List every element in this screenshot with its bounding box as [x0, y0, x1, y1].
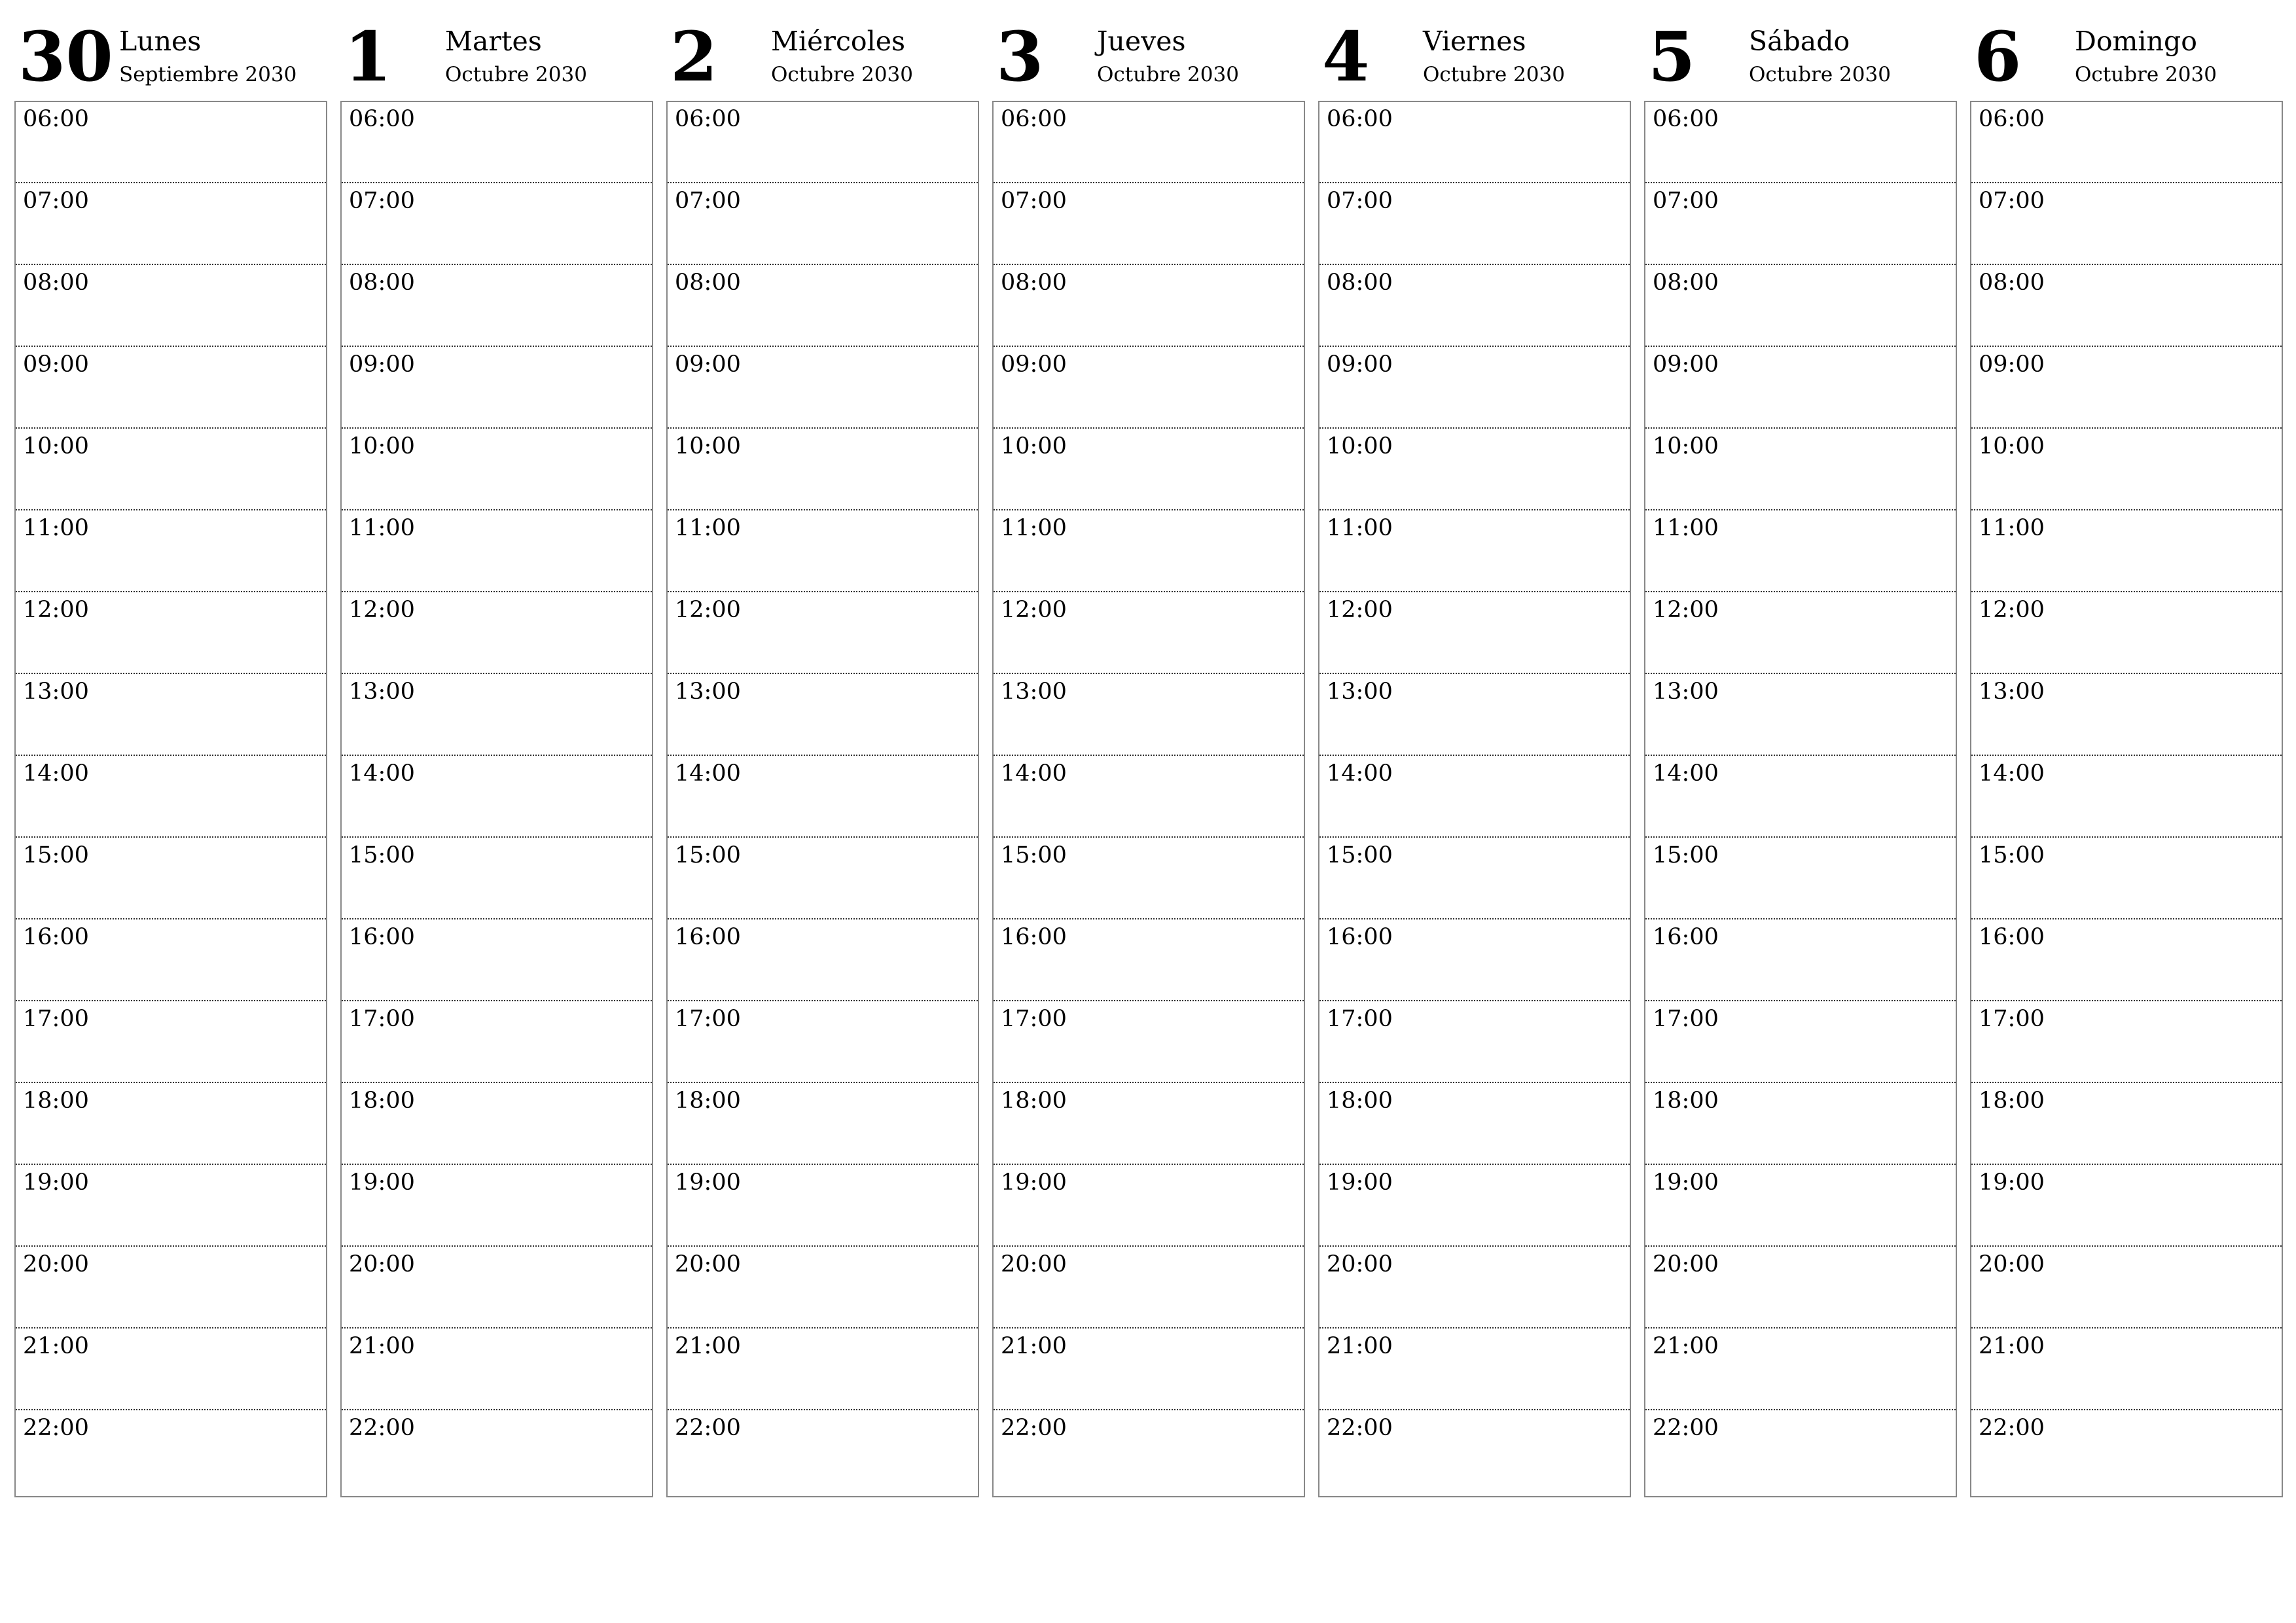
- time-slot[interactable]: [1971, 1247, 2282, 1329]
- time-slot[interactable]: [1319, 675, 1630, 756]
- time-label: 19:00: [1001, 1169, 1067, 1196]
- time-slot[interactable]: [994, 1084, 1304, 1165]
- time-slot[interactable]: [342, 1002, 652, 1083]
- time-label: 22:00: [1979, 1415, 2045, 1441]
- time-slot[interactable]: [16, 1002, 326, 1083]
- time-slot[interactable]: [1971, 920, 2282, 1001]
- time-label: 22:00: [675, 1415, 741, 1441]
- time-slot[interactable]: [994, 1002, 1304, 1083]
- time-label: 18:00: [1979, 1088, 2045, 1114]
- day-number: 30: [18, 16, 113, 97]
- time-slot[interactable]: [16, 1329, 326, 1410]
- time-label: 22:00: [1001, 1415, 1067, 1441]
- time-label: 10:00: [1653, 433, 1719, 459]
- time-label: 17:00: [1979, 1006, 2045, 1032]
- time-label: 13:00: [1979, 679, 2045, 705]
- time-slot[interactable]: [1971, 838, 2282, 919]
- day-header: [666, 0, 979, 99]
- day-number: 4: [1322, 16, 1370, 97]
- day-header: [1970, 0, 2283, 99]
- time-slot[interactable]: [16, 348, 326, 429]
- time-label: 16:00: [349, 924, 415, 950]
- time-label: 07:00: [675, 188, 741, 214]
- time-label: 13:00: [23, 679, 89, 705]
- time-slot[interactable]: [1319, 184, 1630, 265]
- time-slot[interactable]: [668, 429, 978, 510]
- time-slot[interactable]: [1319, 757, 1630, 838]
- time-slot[interactable]: [342, 511, 652, 592]
- time-label: 11:00: [675, 515, 741, 541]
- time-label: 09:00: [349, 351, 415, 378]
- time-label: 09:00: [1979, 351, 2045, 378]
- time-label: 15:00: [1001, 842, 1067, 868]
- time-label: 08:00: [1653, 270, 1719, 296]
- day-month-year: Octubre 2030: [1423, 63, 1565, 86]
- day-schedule-box: [1644, 101, 1957, 1497]
- time-label: 11:00: [1653, 515, 1719, 541]
- day-column: [1318, 0, 1631, 1499]
- time-slot[interactable]: [342, 838, 652, 919]
- time-label: 19:00: [23, 1169, 89, 1196]
- time-slot[interactable]: [1971, 184, 2282, 265]
- time-label: 18:00: [675, 1088, 741, 1114]
- time-label: 22:00: [349, 1415, 415, 1441]
- time-label: 08:00: [1327, 270, 1393, 296]
- time-label: 06:00: [1653, 106, 1719, 132]
- time-slot[interactable]: [1645, 757, 1956, 838]
- time-label: 10:00: [675, 433, 741, 459]
- time-slot[interactable]: [994, 429, 1304, 510]
- day-column: [1644, 0, 1957, 1499]
- time-label: 14:00: [1653, 760, 1719, 787]
- time-slot[interactable]: [16, 102, 326, 183]
- time-slot[interactable]: [994, 102, 1304, 183]
- time-label: 19:00: [1327, 1169, 1393, 1196]
- time-label: 08:00: [23, 270, 89, 296]
- time-label: 19:00: [675, 1169, 741, 1196]
- time-slot[interactable]: [1319, 266, 1630, 347]
- time-label: 12:00: [1653, 597, 1719, 623]
- time-label: 21:00: [1653, 1333, 1719, 1359]
- day-number: 5: [1648, 16, 1696, 97]
- time-label: 10:00: [23, 433, 89, 459]
- time-label: 10:00: [1001, 433, 1067, 459]
- time-label: 07:00: [349, 188, 415, 214]
- time-label: 10:00: [349, 433, 415, 459]
- time-label: 11:00: [1001, 515, 1067, 541]
- time-slot[interactable]: [668, 102, 978, 183]
- time-slot[interactable]: [994, 511, 1304, 592]
- time-label: 12:00: [1327, 597, 1393, 623]
- time-label: 14:00: [1001, 760, 1067, 787]
- time-slot[interactable]: [1319, 1411, 1630, 1492]
- time-slot[interactable]: [16, 838, 326, 919]
- time-label: 21:00: [1979, 1333, 2045, 1359]
- time-slot[interactable]: [994, 920, 1304, 1001]
- time-slot[interactable]: [994, 593, 1304, 674]
- time-slot[interactable]: [342, 675, 652, 756]
- time-slot[interactable]: [342, 1166, 652, 1247]
- time-slot[interactable]: [16, 1166, 326, 1247]
- time-slot[interactable]: [1645, 838, 1956, 919]
- time-label: 19:00: [1653, 1169, 1719, 1196]
- time-slot[interactable]: [1645, 675, 1956, 756]
- time-slot[interactable]: [668, 593, 978, 674]
- time-label: 09:00: [1327, 351, 1393, 378]
- time-label: 18:00: [23, 1088, 89, 1114]
- day-column: [1970, 0, 2283, 1499]
- time-slot[interactable]: [994, 757, 1304, 838]
- time-label: 12:00: [349, 597, 415, 623]
- day-number: 6: [1974, 16, 2022, 97]
- time-label: 09:00: [23, 351, 89, 378]
- time-label: 21:00: [349, 1333, 415, 1359]
- day-header: [340, 0, 653, 99]
- time-slot[interactable]: [1645, 184, 1956, 265]
- day-number: 3: [996, 16, 1044, 97]
- day-column: [992, 0, 1305, 1499]
- time-slot[interactable]: [668, 184, 978, 265]
- time-slot[interactable]: [1645, 429, 1956, 510]
- time-label: 06:00: [1001, 106, 1067, 132]
- time-label: 11:00: [1979, 515, 2045, 541]
- day-month-year: Octubre 2030: [771, 63, 913, 86]
- time-slot[interactable]: [668, 348, 978, 429]
- time-label: 15:00: [23, 842, 89, 868]
- time-label: 16:00: [1327, 924, 1393, 950]
- time-slot[interactable]: [1645, 593, 1956, 674]
- time-slot[interactable]: [1319, 1329, 1630, 1410]
- day-month-year: Septiembre 2030: [119, 63, 297, 86]
- time-slot[interactable]: [1319, 1247, 1630, 1329]
- day-schedule-box: [1318, 101, 1631, 1497]
- time-slot[interactable]: [1971, 1411, 2282, 1492]
- time-slot[interactable]: [1319, 1166, 1630, 1247]
- time-slot[interactable]: [668, 266, 978, 347]
- time-label: 16:00: [23, 924, 89, 950]
- time-label: 17:00: [675, 1006, 741, 1032]
- time-label: 21:00: [23, 1333, 89, 1359]
- time-label: 17:00: [1001, 1006, 1067, 1032]
- time-slot[interactable]: [1645, 1002, 1956, 1083]
- time-label: 14:00: [23, 760, 89, 787]
- time-label: 09:00: [1001, 351, 1067, 378]
- time-label: 13:00: [1327, 679, 1393, 705]
- time-slot[interactable]: [1971, 511, 2282, 592]
- day-header: [1644, 0, 1957, 99]
- time-label: 10:00: [1979, 433, 2045, 459]
- time-slot[interactable]: [1971, 675, 2282, 756]
- time-label: 16:00: [1653, 924, 1719, 950]
- time-slot[interactable]: [342, 593, 652, 674]
- time-label: 11:00: [1327, 515, 1393, 541]
- time-label: 10:00: [1327, 433, 1393, 459]
- time-slot[interactable]: [1971, 1002, 2282, 1083]
- time-slot[interactable]: [1645, 511, 1956, 592]
- time-slot[interactable]: [1971, 266, 2282, 347]
- time-label: 20:00: [23, 1251, 89, 1277]
- time-slot[interactable]: [16, 757, 326, 838]
- day-name: Sábado: [1749, 26, 1850, 57]
- time-slot[interactable]: [342, 1084, 652, 1165]
- time-label: 06:00: [23, 106, 89, 132]
- time-label: 19:00: [1979, 1169, 2045, 1196]
- time-slot[interactable]: [16, 511, 326, 592]
- time-slot[interactable]: [16, 1411, 326, 1492]
- time-label: 06:00: [1979, 106, 2045, 132]
- time-slot[interactable]: [16, 266, 326, 347]
- time-label: 21:00: [675, 1333, 741, 1359]
- time-slot[interactable]: [668, 1411, 978, 1492]
- time-slot[interactable]: [1319, 920, 1630, 1001]
- time-label: 11:00: [349, 515, 415, 541]
- time-slot[interactable]: [1645, 920, 1956, 1001]
- time-slot[interactable]: [342, 184, 652, 265]
- time-slot[interactable]: [1645, 1247, 1956, 1329]
- time-label: 14:00: [1979, 760, 2045, 787]
- time-label: 13:00: [675, 679, 741, 705]
- time-label: 20:00: [1001, 1251, 1067, 1277]
- time-label: 12:00: [1001, 597, 1067, 623]
- time-label: 15:00: [1327, 842, 1393, 868]
- time-slot[interactable]: [1645, 1411, 1956, 1492]
- day-name: Martes: [445, 26, 542, 57]
- time-slot[interactable]: [1971, 429, 2282, 510]
- time-slot[interactable]: [1319, 1084, 1630, 1165]
- time-label: 17:00: [1653, 1006, 1719, 1032]
- time-label: 16:00: [1979, 924, 2045, 950]
- day-name: Lunes: [119, 26, 202, 57]
- day-column: [14, 0, 327, 1499]
- time-slot[interactable]: [1319, 1002, 1630, 1083]
- time-label: 08:00: [349, 270, 415, 296]
- time-label: 22:00: [1653, 1415, 1719, 1441]
- day-schedule-box: [992, 101, 1305, 1497]
- time-slot[interactable]: [1319, 593, 1630, 674]
- time-slot[interactable]: [16, 920, 326, 1001]
- day-month-year: Octubre 2030: [1097, 63, 1239, 86]
- time-slot[interactable]: [994, 184, 1304, 265]
- time-slot[interactable]: [668, 757, 978, 838]
- day-name: Jueves: [1097, 26, 1186, 57]
- time-label: 13:00: [1001, 679, 1067, 705]
- day-header: [1318, 0, 1631, 99]
- time-label: 21:00: [1327, 1333, 1393, 1359]
- time-label: 17:00: [1327, 1006, 1393, 1032]
- day-number: 2: [670, 16, 718, 97]
- day-schedule-box: [1970, 101, 2283, 1497]
- time-label: 17:00: [349, 1006, 415, 1032]
- time-slot[interactable]: [668, 511, 978, 592]
- time-label: 17:00: [23, 1006, 89, 1032]
- day-schedule-box: [666, 101, 979, 1497]
- time-slot[interactable]: [1645, 348, 1956, 429]
- time-label: 22:00: [23, 1415, 89, 1441]
- time-label: 13:00: [349, 679, 415, 705]
- time-slot[interactable]: [668, 1084, 978, 1165]
- time-label: 18:00: [349, 1088, 415, 1114]
- time-slot[interactable]: [342, 757, 652, 838]
- day-name: Viernes: [1423, 26, 1526, 57]
- time-slot[interactable]: [1645, 102, 1956, 183]
- time-label: 22:00: [1327, 1415, 1393, 1441]
- time-slot[interactable]: [1971, 348, 2282, 429]
- time-label: 09:00: [1653, 351, 1719, 378]
- time-slot[interactable]: [342, 429, 652, 510]
- time-label: 20:00: [1327, 1251, 1393, 1277]
- time-label: 12:00: [23, 597, 89, 623]
- time-label: 07:00: [1327, 188, 1393, 214]
- time-label: 21:00: [1001, 1333, 1067, 1359]
- time-label: 20:00: [1979, 1251, 2045, 1277]
- time-label: 14:00: [1327, 760, 1393, 787]
- time-label: 15:00: [675, 842, 741, 868]
- day-name: Miércoles: [771, 26, 906, 57]
- day-schedule-box: [340, 101, 653, 1497]
- time-slot[interactable]: [994, 838, 1304, 919]
- time-slot[interactable]: [16, 1247, 326, 1329]
- time-label: 07:00: [1653, 188, 1719, 214]
- time-slot[interactable]: [994, 348, 1304, 429]
- time-label: 08:00: [1001, 270, 1067, 296]
- time-label: 07:00: [23, 188, 89, 214]
- time-slot[interactable]: [1645, 266, 1956, 347]
- time-slot[interactable]: [668, 920, 978, 1001]
- time-slot[interactable]: [668, 1002, 978, 1083]
- time-slot[interactable]: [342, 1247, 652, 1329]
- day-column: [340, 0, 653, 1499]
- time-slot[interactable]: [994, 1166, 1304, 1247]
- time-label: 20:00: [349, 1251, 415, 1277]
- time-slot[interactable]: [668, 675, 978, 756]
- time-slot[interactable]: [342, 920, 652, 1001]
- time-label: 12:00: [1979, 597, 2045, 623]
- time-slot[interactable]: [668, 1247, 978, 1329]
- day-header: [14, 0, 327, 99]
- day-month-year: Octubre 2030: [445, 63, 587, 86]
- day-column: [666, 0, 979, 1499]
- time-slot[interactable]: [16, 184, 326, 265]
- time-slot[interactable]: [1645, 1329, 1956, 1410]
- time-label: 07:00: [1979, 188, 2045, 214]
- time-label: 16:00: [675, 924, 741, 950]
- time-slot[interactable]: [16, 1084, 326, 1165]
- time-slot[interactable]: [1971, 1084, 2282, 1165]
- time-label: 13:00: [1653, 679, 1719, 705]
- time-slot[interactable]: [1319, 102, 1630, 183]
- time-label: 08:00: [675, 270, 741, 296]
- time-slot[interactable]: [1971, 593, 2282, 674]
- time-label: 11:00: [23, 515, 89, 541]
- time-slot[interactable]: [1645, 1166, 1956, 1247]
- time-slot[interactable]: [1971, 1166, 2282, 1247]
- time-slot[interactable]: [1971, 757, 2282, 838]
- time-slot[interactable]: [1319, 348, 1630, 429]
- time-slot[interactable]: [1319, 511, 1630, 592]
- day-header: [992, 0, 1305, 99]
- time-label: 15:00: [349, 842, 415, 868]
- time-slot[interactable]: [1319, 429, 1630, 510]
- time-slot[interactable]: [994, 1329, 1304, 1410]
- time-slot[interactable]: [668, 1166, 978, 1247]
- weekly-planner: [14, 0, 2282, 1499]
- time-slot[interactable]: [994, 1411, 1304, 1492]
- time-slot[interactable]: [668, 838, 978, 919]
- time-slot[interactable]: [16, 429, 326, 510]
- day-month-year: Octubre 2030: [2075, 63, 2217, 86]
- time-label: 15:00: [1979, 842, 2045, 868]
- time-slot[interactable]: [342, 348, 652, 429]
- time-slot[interactable]: [994, 266, 1304, 347]
- time-label: 14:00: [349, 760, 415, 787]
- time-slot[interactable]: [342, 266, 652, 347]
- time-label: 09:00: [675, 351, 741, 378]
- time-label: 20:00: [675, 1251, 741, 1277]
- time-label: 12:00: [675, 597, 741, 623]
- time-label: 16:00: [1001, 924, 1067, 950]
- day-number: 1: [344, 16, 392, 97]
- day-schedule-box: [14, 101, 327, 1497]
- time-slot[interactable]: [994, 675, 1304, 756]
- time-label: 08:00: [1979, 270, 2045, 296]
- time-slot[interactable]: [16, 675, 326, 756]
- time-slot[interactable]: [342, 102, 652, 183]
- time-slot[interactable]: [994, 1247, 1304, 1329]
- time-label: 06:00: [675, 106, 741, 132]
- time-label: 06:00: [1327, 106, 1393, 132]
- time-label: 14:00: [675, 760, 741, 787]
- time-label: 18:00: [1001, 1088, 1067, 1114]
- time-label: 18:00: [1653, 1088, 1719, 1114]
- time-slot[interactable]: [1971, 102, 2282, 183]
- time-label: 15:00: [1653, 842, 1719, 868]
- day-month-year: Octubre 2030: [1749, 63, 1891, 86]
- time-slot[interactable]: [16, 593, 326, 674]
- time-label: 18:00: [1327, 1088, 1393, 1114]
- time-label: 06:00: [349, 106, 415, 132]
- time-slot[interactable]: [668, 1329, 978, 1410]
- time-slot[interactable]: [1645, 1084, 1956, 1165]
- time-label: 19:00: [349, 1169, 415, 1196]
- time-slot[interactable]: [342, 1411, 652, 1492]
- time-label: 07:00: [1001, 188, 1067, 214]
- day-name: Domingo: [2075, 26, 2197, 57]
- time-slot[interactable]: [342, 1329, 652, 1410]
- time-label: 20:00: [1653, 1251, 1719, 1277]
- time-slot[interactable]: [1971, 1329, 2282, 1410]
- time-slot[interactable]: [1319, 838, 1630, 919]
